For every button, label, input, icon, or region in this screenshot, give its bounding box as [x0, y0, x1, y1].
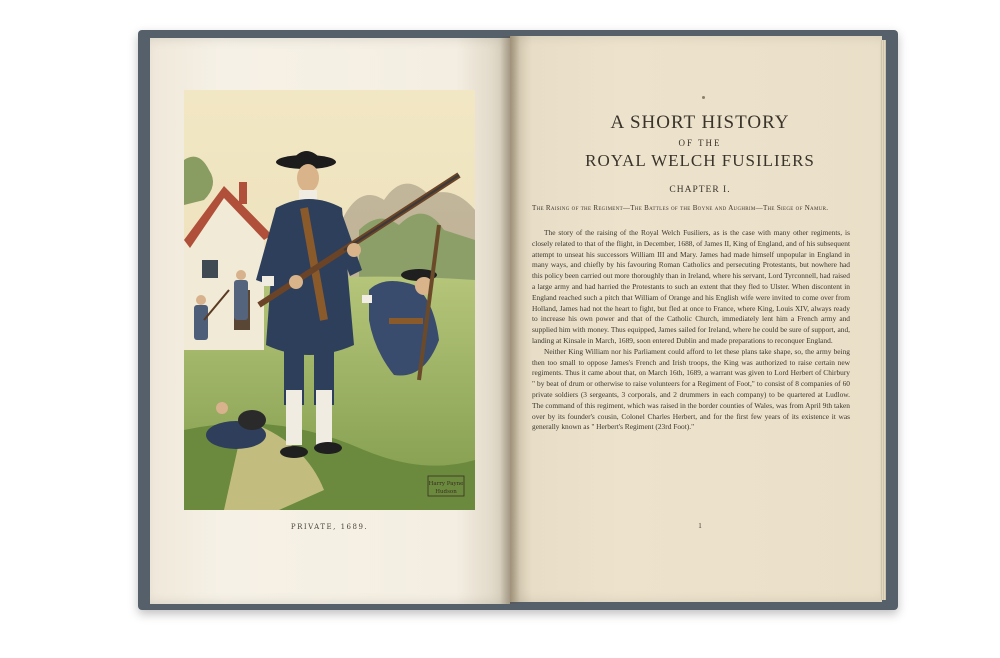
paragraph-1: The story of the raising of the Royal Welch Fusiliers, as is the case with many other regiments, is closely related to that of the flight, in December, 1688, of James II, King of England, and of his subsequent attempt to unseat his successors William III and Mary. James had made himself unpopular in England in many ways, and chiefly by his favouring Roman Catholics and persecuting Protestants, but nowhere had this policy been carried out more thoroughly than in Ireland, where his servant, Lord Tyrconnell, had raised a large army and had harried the Protestants to such an extent that they fled to Ulster. When discontent in England reached such a pitch that William of Orange and his English wife were invited to come over from Holland, James had not the heart to fight, but fled at once to France, where King, Louis XIV, always ready to increase his own power and that of the Catholic Church, immediately lent him a French army and supplied him with money. Thus equipped, James sailed for Ireland, where he could be sure of support, and, landing at Kinsale in March, 1689, soon entered Dublin and made preparations to reconquer England. — [532, 228, 850, 345]
plate-caption: PRIVATE, 1689. — [290, 523, 369, 531]
chapter-body — [532, 228, 850, 433]
svg-text:Harry Payne: Harry Payne — [428, 481, 464, 487]
title-of: OF THE — [678, 138, 722, 148]
title-line-2: ROYAL WELCH FUSILIERS — [585, 151, 815, 170]
page-edges — [880, 40, 886, 600]
chapter-heading: CHAPTER I. — [669, 185, 731, 195]
svg-text:Hudson: Hudson — [435, 489, 457, 495]
book-title — [530, 112, 870, 171]
chapter-synopsis: The Raising of the Regiment—The Battles of the Boyne and Aughrim—The Siege of Namur. — [532, 204, 829, 212]
title-line-1: A SHORT HISTORY — [610, 112, 790, 133]
soldier-illustration — [184, 90, 475, 510]
paragraph-2: Neither King William nor his Parliament could afford to let these plans take shape, so, the army being then too small to oppose James's French and Irish troops, the King was authorized to raise certain new regiments. Thus it came about that, on March 16th, 1689, a warrant was given to Lord Herbert of Chirbury " by beat of drum or otherwise to raise volunteers for a Regiment of Foot," to consist of 8 companies of 60 private soldiers (3 sergeants, 3 corporals, and 2 drummers in each company) to be quartered at Ludlow. The command of this regiment, which was raised in the border counties of Wales, was from April 9th taken over by its founder's cousin, Colonel Charles Herbert, and for the first few years of its existence it was generally known as " Herbert's Regiment (23rd Foot)." — [532, 346, 850, 432]
illustration-plate — [184, 90, 475, 510]
spine-gutter — [500, 36, 520, 604]
page-number: 1 — [698, 522, 702, 530]
page-mark — [702, 96, 705, 99]
